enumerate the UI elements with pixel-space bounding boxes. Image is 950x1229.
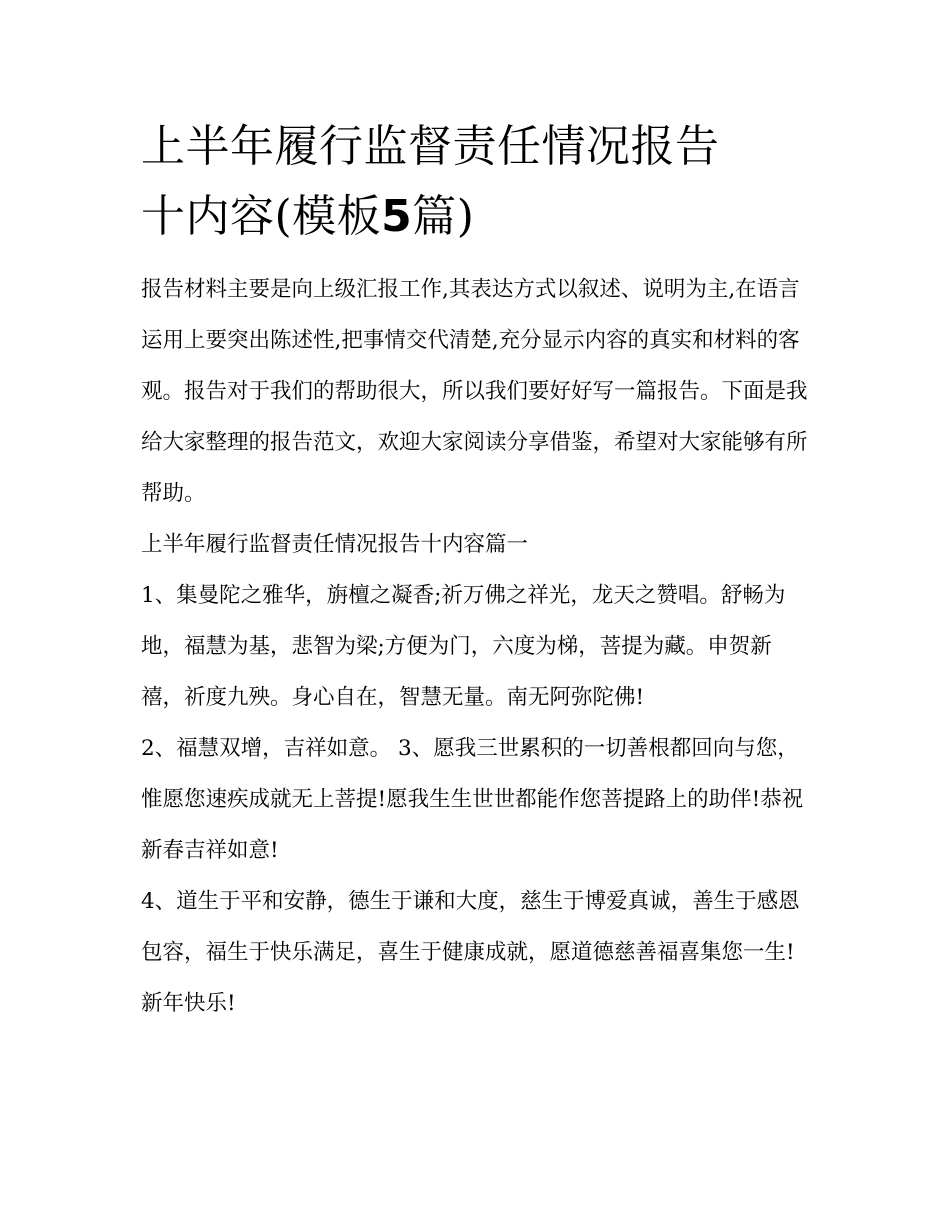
title-line-2-prefix: 十内容(模板	[141, 191, 382, 242]
document-body	[141, 264, 813, 1029]
section-heading: 上半年履行监督责任情况报告十内容篇一	[141, 532, 529, 557]
intro-paragraph: 报告材料主要是向上级汇报工作,其表达方式以叙述、说明为主,在语言运用上要突出陈述性,把事情交代清楚,充分显示内容的真实和材料的客观。报告对于我们的帮助很大，所以我们要好好写一篇报告。下面是我给大家整理的报告范文，欢迎大家阅读分享借鉴，希望对大家能够有所帮助。	[141, 277, 808, 506]
document-content	[141, 112, 813, 1029]
title-line-2-number: 5	[381, 191, 413, 242]
list-item-2-3: 2、福慧双增，吉祥如意。 3、愿我三世累积的一切善根都回向与您，惟愿您速疾成就无上菩提!愿我生生世世都能作您菩提路上的助伴!恭祝新春吉祥如意!	[141, 736, 804, 863]
list-item-1: 1、集曼陀之雅华，旃檀之凝香;祈万佛之祥光，龙天之赞唱。舒畅为地，福慧为基，悲智为梁;方便为门，六度为梯，菩提为藏。申贺新禧，祈度九殃。身心自在，智慧无量。南无阿弥陀佛!	[141, 583, 786, 710]
title-line-2-suffix: 篇)	[412, 191, 475, 242]
list-item-4: 4、道生于平和安静，德生于谦和大度，慈生于博爱真诚，善生于感恩包容，福生于快乐满足，喜生于健康成就，愿道德慈善福喜集您一生!新年快乐!	[141, 889, 800, 1016]
title-line-1: 上半年履行监督责任情况报告	[141, 121, 720, 172]
document-title	[141, 112, 813, 252]
